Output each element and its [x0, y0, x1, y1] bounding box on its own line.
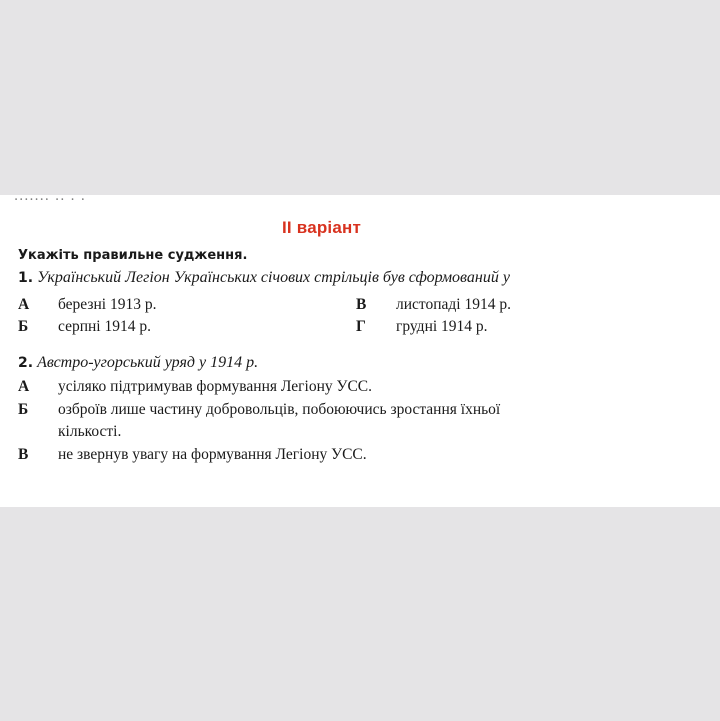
answer-option-a[interactable]	[18, 378, 372, 396]
answer-option-b[interactable]	[18, 318, 151, 336]
option-text: озброїв лише частину добровольців, побоюючись зростання їхньої	[58, 401, 501, 418]
option-text: листопаді 1914 р.	[396, 296, 511, 313]
document-page	[0, 195, 720, 507]
answer-option-a[interactable]	[18, 296, 156, 314]
instruction-text: Укажіть правильне судження.	[18, 248, 248, 263]
option-text: серпні 1914 р.	[58, 318, 151, 335]
question-number: 2.	[18, 355, 34, 371]
option-letter: Б	[18, 318, 29, 335]
option-text: грудні 1914 р.	[396, 318, 488, 335]
question-text: Австро-угорський уряд у 1914 р.	[37, 354, 259, 371]
question-1	[18, 269, 510, 287]
question-2	[18, 354, 258, 372]
option-letter: Б	[18, 401, 29, 418]
option-text: не звернув увагу на формування Легіону УСС.	[58, 446, 367, 463]
answer-option-v[interactable]	[18, 446, 367, 464]
answer-option-b-continuation: кількості.	[58, 423, 122, 440]
option-letter: А	[18, 378, 30, 395]
answer-option-g[interactable]	[356, 318, 488, 336]
option-text: березні 1913 р.	[58, 296, 157, 313]
cut-off-text: ....... .. . .	[14, 195, 86, 204]
answer-option-v[interactable]	[356, 296, 511, 314]
option-letter: В	[18, 446, 29, 463]
question-number: 1.	[18, 270, 34, 286]
option-letter: А	[18, 296, 30, 313]
variant-title: II варіант	[282, 218, 362, 237]
option-text: усіляко підтримував формування Легіону УСС.	[58, 378, 373, 395]
option-letter: Г	[356, 318, 366, 335]
option-letter: В	[356, 296, 367, 313]
question-text: Український Легіон Українських січових стрільців був сформований у	[37, 269, 510, 286]
answer-option-b[interactable]	[18, 401, 500, 419]
